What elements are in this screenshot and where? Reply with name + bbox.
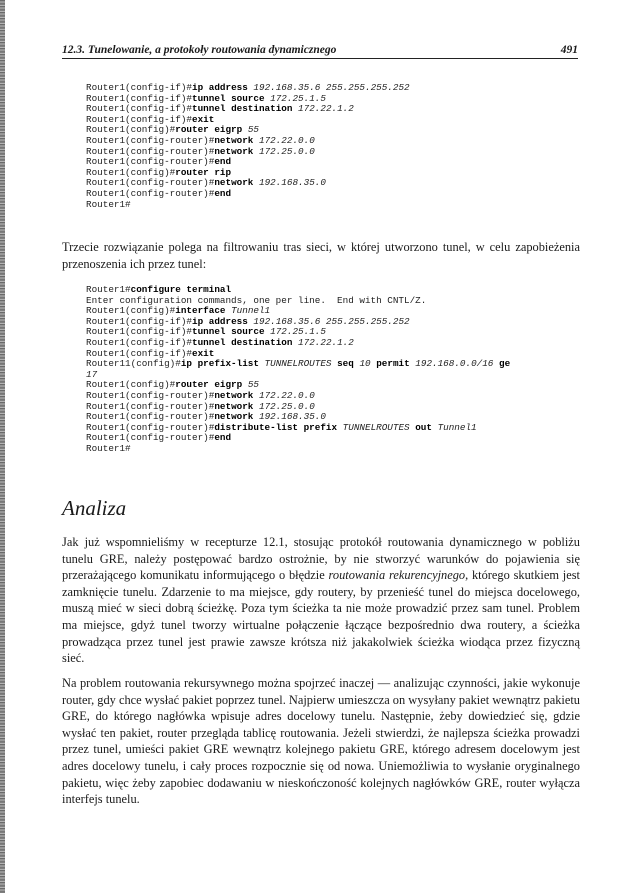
code-segment: router eigrp: [175, 380, 243, 391]
code-line: [86, 444, 586, 455]
code-segment: TUNNELROUTES: [264, 359, 332, 370]
code-segment: configure terminal: [130, 285, 232, 295]
code-segment: Router1(config-router)#: [86, 178, 215, 189]
code-segment: 55: [247, 125, 259, 136]
code-line: [86, 189, 586, 200]
code-segment: TUNNELROUTES: [342, 422, 410, 433]
code-segment: Tunnel1: [437, 422, 477, 433]
code-line: [86, 115, 586, 126]
header-title: 12.3. Tunelowanie, a protokoły routowania dynamicznego: [62, 44, 337, 56]
text-run: Jak już wspomnieliśmy w recepturze 12.1, stosując protokół routowania dynamicznego w pobliżu tunelu GRE, należy postępować bardzo ostrożnie, by nie stworzyć warunków do pojawienia się przerażającego komunikatu informującego o błędzie: [62, 535, 580, 583]
code-line: [86, 306, 586, 317]
code-segment: Router1(config)#: [86, 306, 176, 317]
code-segment: network: [214, 401, 254, 412]
code-segment: Router1(config)#: [86, 125, 176, 136]
code-block-1: [86, 83, 586, 210]
code-line: [86, 94, 586, 105]
code-segment: 55: [247, 380, 259, 391]
code-line: [86, 200, 586, 211]
code-line: [86, 359, 586, 370]
code-line: [86, 412, 586, 423]
code-line: [86, 433, 586, 444]
code-segment: Router1(config-if)#: [86, 348, 193, 359]
code-segment: 172.25.0.0: [258, 146, 315, 157]
code-segment: network: [214, 412, 254, 423]
code-line: [86, 370, 586, 381]
code-segment: 172.22.0.0: [258, 135, 315, 146]
code-segment: ge: [498, 359, 511, 370]
code-segment: Router1(config-if)#: [86, 83, 193, 93]
code-segment: 172.25.0.0: [258, 401, 315, 412]
code-segment: Router1(config-if)#: [86, 337, 193, 348]
code-segment: Router1(config-if)#: [86, 114, 193, 125]
code-segment: network: [214, 146, 254, 157]
code-line: [86, 125, 586, 136]
code-line: [86, 296, 586, 307]
code-segment: 10: [359, 359, 371, 370]
code-segment: Router1(config-if)#: [86, 104, 193, 115]
code-segment: Router1(config-router)#: [86, 401, 215, 412]
code-segment: tunnel destination: [192, 104, 293, 115]
code-line: [86, 168, 586, 179]
code-segment: Router1(config-router)#: [86, 433, 215, 444]
code-segment: 17: [86, 369, 98, 380]
code-segment: end: [214, 157, 232, 168]
code-segment: 192.168.35.0: [258, 178, 326, 189]
code-segment: ip address: [192, 316, 248, 327]
code-segment: Router1(config-if)#: [86, 93, 193, 104]
code-segment: Router1(config-router)#: [86, 146, 215, 157]
code-segment: 192.168.35.6 255.255.255.252: [253, 83, 410, 93]
paragraph-2: [62, 534, 580, 667]
paragraph-3: Na problem routowania rekursywnego można spojrzeć inaczej — analizując czynności, jakie wykonuje router, gdy chce wysłać pakiet poprzez tunel. Najpierw umieszcza on wysyłany pakiet wewnątrz pakietu GRE, do którego nagłówka wpisuje adres docelowy tunelu. Następnie, żeby dowiedzieć się, gdzie wysłać ten pakiet, router przegląda tablicę routowania. Jeżeli stwierdzi, że najlepsza ścieżka prowadzi przez tunel, umieści pakiet GRE wewnątrz kolejnego pakietu GRE, którego adresem docelowym jest adres docelowy tunelu, i cały proces rozpocznie się od nowa. Uniemożliwia to wysłanie oryginalnego pakietu, więc żeby zapobiec dodawaniu w nieskończoność kolejnych nagłówków GRE, router wyłącza interfejs tunelu.: [62, 676, 580, 807]
emphasis-term: routowania rekurencyjnego: [328, 568, 466, 583]
code-segment: 192.168.35.0: [258, 412, 326, 423]
code-segment: Router1(config-router)#: [86, 157, 215, 168]
code-line: [86, 402, 586, 413]
code-segment: tunnel source: [192, 327, 265, 338]
text-run: , którego skutkiem jest zamknięcie tunelu. Zdarzenie to ma miejsce, gdy routery, by przenieść tunel do miejsca docelowego, muszą mieć w sieci dobrą ścieżkę. Poza tym ścieżka ta nie może prowadzić przez sam tunel. Problem ma miejsce, gdyż tunel tworzy wirtualne połączenie łączące bezpośrednio dwa routery, a ścieżka prowadząca przez tunel jest prawie zawsze krótsza niż jakakolwiek ścieżka wiodąca przez fizyczną sieć.: [62, 568, 580, 666]
code-segment: end: [214, 433, 232, 444]
code-segment: Router1(config-router)#: [86, 412, 215, 423]
running-header: [62, 44, 578, 59]
code-segment: ip address: [192, 83, 248, 93]
code-segment: seq: [337, 359, 354, 370]
code-segment: 172.22.0.0: [258, 390, 315, 401]
code-segment: tunnel destination: [192, 337, 293, 348]
code-line: [86, 423, 586, 434]
code-segment: ip prefix-list: [180, 359, 259, 370]
code-segment: router rip: [175, 167, 232, 178]
code-segment: permit: [376, 359, 410, 370]
code-line: [86, 83, 586, 94]
code-line: [86, 391, 586, 402]
code-line: [86, 285, 586, 296]
code-segment: 172.25.1.5: [270, 93, 326, 104]
paragraph-1: Trzecie rozwiązanie polega na filtrowaniu tras sieci, w której utworzono tunel, w celu zapobieżenia przenoszenia ich przez tunel:: [62, 240, 580, 271]
code-segment: Router1(config-router)#: [86, 422, 215, 433]
code-line: [86, 327, 586, 338]
code-line: [86, 317, 586, 328]
code-block-2: [86, 285, 586, 455]
code-segment: network: [214, 390, 254, 401]
code-line: [86, 104, 586, 115]
code-segment: interface: [175, 306, 226, 317]
code-segment: Router11(config)#: [86, 359, 181, 370]
code-segment: end: [214, 188, 232, 199]
code-segment: 172.22.1.2: [298, 337, 354, 348]
code-segment: network: [214, 135, 254, 146]
code-line: [86, 178, 586, 189]
code-segment: Router1(config-router)#: [86, 188, 215, 199]
code-segment: Router1(config-if)#: [86, 316, 193, 327]
code-segment: distribute-list prefix: [214, 422, 338, 433]
code-segment: 192.168.0.0/16: [415, 359, 494, 370]
code-segment: Router1(config)#: [86, 380, 176, 391]
code-segment: Router1(config-router)#: [86, 390, 215, 401]
code-segment: Router1#: [86, 443, 131, 454]
code-line: [86, 136, 586, 147]
code-segment: exit: [192, 114, 215, 125]
code-segment: tunnel source: [192, 93, 265, 104]
code-segment: network: [214, 178, 254, 189]
code-line: [86, 147, 586, 158]
page-binding-edge: [0, 0, 5, 893]
code-segment: router eigrp: [175, 125, 243, 136]
code-segment: exit: [192, 348, 215, 359]
section-heading: Analiza: [62, 496, 127, 520]
code-segment: Router1(config-router)#: [86, 135, 215, 146]
code-segment: Router1#: [86, 199, 131, 210]
code-segment: Tunnel1: [231, 306, 271, 317]
code-segment: out: [415, 422, 432, 433]
code-segment: 172.22.1.2: [298, 104, 354, 115]
code-line: [86, 349, 586, 360]
code-segment: Enter configuration commands, one per line. End with CNTL/Z.: [86, 295, 427, 306]
code-segment: 192.168.35.6 255.255.255.252: [253, 316, 410, 327]
page-number: 491: [560, 44, 578, 56]
code-segment: Router1(config-if)#: [86, 327, 193, 338]
code-segment: Router1#: [86, 285, 131, 295]
code-segment: Router1(config)#: [86, 167, 176, 178]
code-line: [86, 157, 586, 168]
code-line: [86, 338, 586, 349]
code-segment: 172.25.1.5: [270, 327, 326, 338]
code-line: [86, 380, 586, 391]
